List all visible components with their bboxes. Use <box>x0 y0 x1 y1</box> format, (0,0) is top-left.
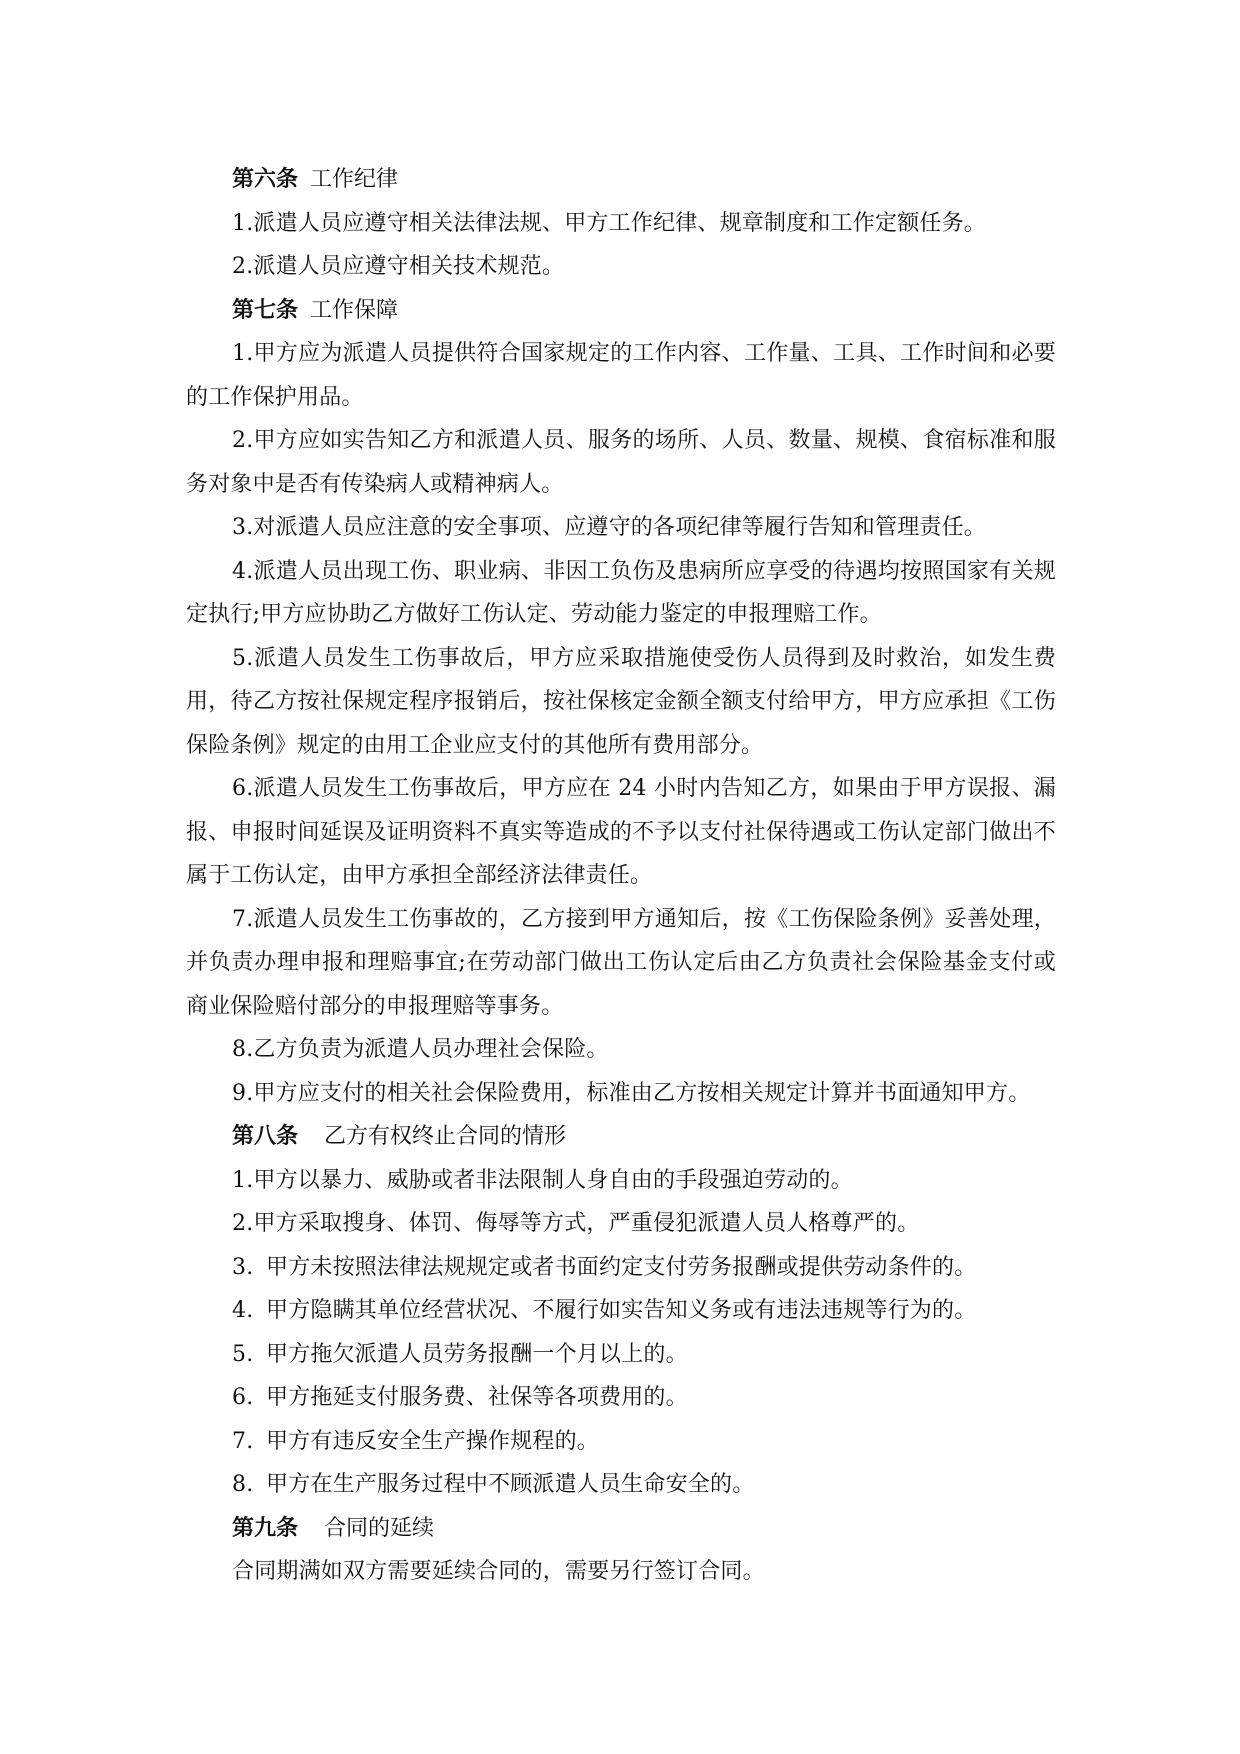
document-body <box>186 158 1056 1594</box>
article-8-title: 乙方有权终止合同的情形 <box>324 1124 567 1149</box>
article-7-item-1: 1.甲方应为派遣人员提供符合国家规定的工作内容、工作量、工具、工作时间和必要的工作保护用品。 <box>186 341 1056 410</box>
article-8-item-6-text: 甲方拖延支付服务费、社保等各项费用的。 <box>266 1385 688 1410</box>
article-8-item-3-number: 3. <box>232 1254 254 1280</box>
article-7-item-7: 7.派遣人员发生工伤事故的，乙方接到甲方通知后，按《工伤保险条例》妥善处理，并负责办理申报和理赔事宜;在劳动部门做出工伤认定后由乙方负责社会保险基金支付或商业保险赔付部分的申报理赔等事务。 <box>186 906 1056 1019</box>
article-9-heading <box>186 1507 1056 1551</box>
article-8-item-6 <box>186 1376 1056 1420</box>
article-8-item-4-number: 4. <box>232 1298 254 1323</box>
article-8-item-3-text: 甲方未按照法律法规规定或者书面约定支付劳务报酬或提供劳动条件的。 <box>266 1254 977 1280</box>
article-6-heading <box>186 158 1056 202</box>
article-8-heading <box>186 1115 1056 1159</box>
article-6-number: 第六条 <box>232 167 299 192</box>
article-7-item-3: 3.对派遣人员应注意的安全事项、应遵守的各项纪律等履行告知和管理责任。 <box>232 515 986 540</box>
article-7-item-2: 2.甲方应如实告知乙方和派遣人员、服务的场所、人员、数量、规模、食宿标准和服务对象中是否有传染病人或精神病人。 <box>186 428 1056 497</box>
article-9-item-1: 合同期满如双方需要延续合同的，需要另行签订合同。 <box>232 1559 765 1584</box>
article-8-item-2: 2.甲方采取搜身、体罚、侮辱等方式，严重侵犯派遣人员人格尊严的。 <box>232 1211 920 1236</box>
article-6-item-1: 1.派遣人员应遵守相关法律法规、甲方工作纪律、规章制度和工作定额任务。 <box>232 210 986 236</box>
article-8-item-7-number: 7. <box>232 1428 254 1454</box>
article-9-title: 合同的延续 <box>324 1515 435 1541</box>
article-7-item-8: 8.乙方负责为派遣人员办理社会保险。 <box>232 1037 609 1062</box>
article-6-title: 工作纪律 <box>310 167 399 192</box>
article-8-item-5-text: 甲方拖欠派遣人员劳务报酬一个月以上的。 <box>266 1341 688 1367</box>
article-8-item-4-text: 甲方隐瞒其单位经营状况、不履行如实告知义务或有违法违规等行为的。 <box>266 1298 977 1323</box>
article-7-item-9: 9.甲方应支付的相关社会保险费用，标准由乙方按相关规定计算并书面通知甲方。 <box>232 1080 1031 1106</box>
article-8-item-8-text: 甲方在生产服务过程中不顾派遣人员生命安全的。 <box>266 1472 755 1497</box>
article-8-item-7-text: 甲方有违反安全生产操作规程的。 <box>266 1428 600 1454</box>
article-7-item-6: 6.派遣人员发生工伤事故后，甲方应在 24 小时内告知乙方，如果由于甲方误报、漏报、申报时间延误及证明资料不真实等造成的不予以支付社保待遇或工伤认定部门做出不属于工伤认定，由甲方承担全部经济法律责任。 <box>186 776 1056 888</box>
article-8-number: 第八条 <box>232 1124 299 1149</box>
article-7-item-4: 4.派遣人员出现工伤、职业病、非因工负伤及患病所应享受的待遇均按照国家有关规定执行;甲方应协助乙方做好工伤认定、劳动能力鉴定的申报理赔工作。 <box>186 558 1056 627</box>
article-8-item-3 <box>186 1246 1056 1290</box>
article-8-item-8-number: 8. <box>232 1472 254 1497</box>
article-8-item-4 <box>186 1289 1056 1333</box>
article-8-item-8 <box>186 1463 1056 1507</box>
article-6-item-2: 2.派遣人员应遵守相关技术规范。 <box>232 254 565 279</box>
article-9-number: 第九条 <box>232 1515 299 1541</box>
article-7-number: 第七条 <box>232 297 299 323</box>
article-8-item-6-number: 6. <box>232 1385 254 1410</box>
article-7-title: 工作保障 <box>310 297 399 323</box>
article-8-item-5 <box>186 1333 1056 1377</box>
article-8-item-1: 1.甲方以暴力、威胁或者非法限制人身自由的手段强迫劳动的。 <box>232 1167 853 1193</box>
article-7-item-5: 5.派遣人员发生工伤事故后，甲方应采取措施使受伤人员得到及时救治，如发生费用，待乙方按社保规定程序报销后，按社保核定金额全额支付给甲方，甲方应承担《工伤保险条例》规定的由用工企业应支付的其他所有费用部分。 <box>186 645 1056 758</box>
article-8-item-7 <box>186 1420 1056 1464</box>
article-7-heading <box>186 289 1056 333</box>
article-8-item-5-number: 5. <box>232 1341 254 1367</box>
